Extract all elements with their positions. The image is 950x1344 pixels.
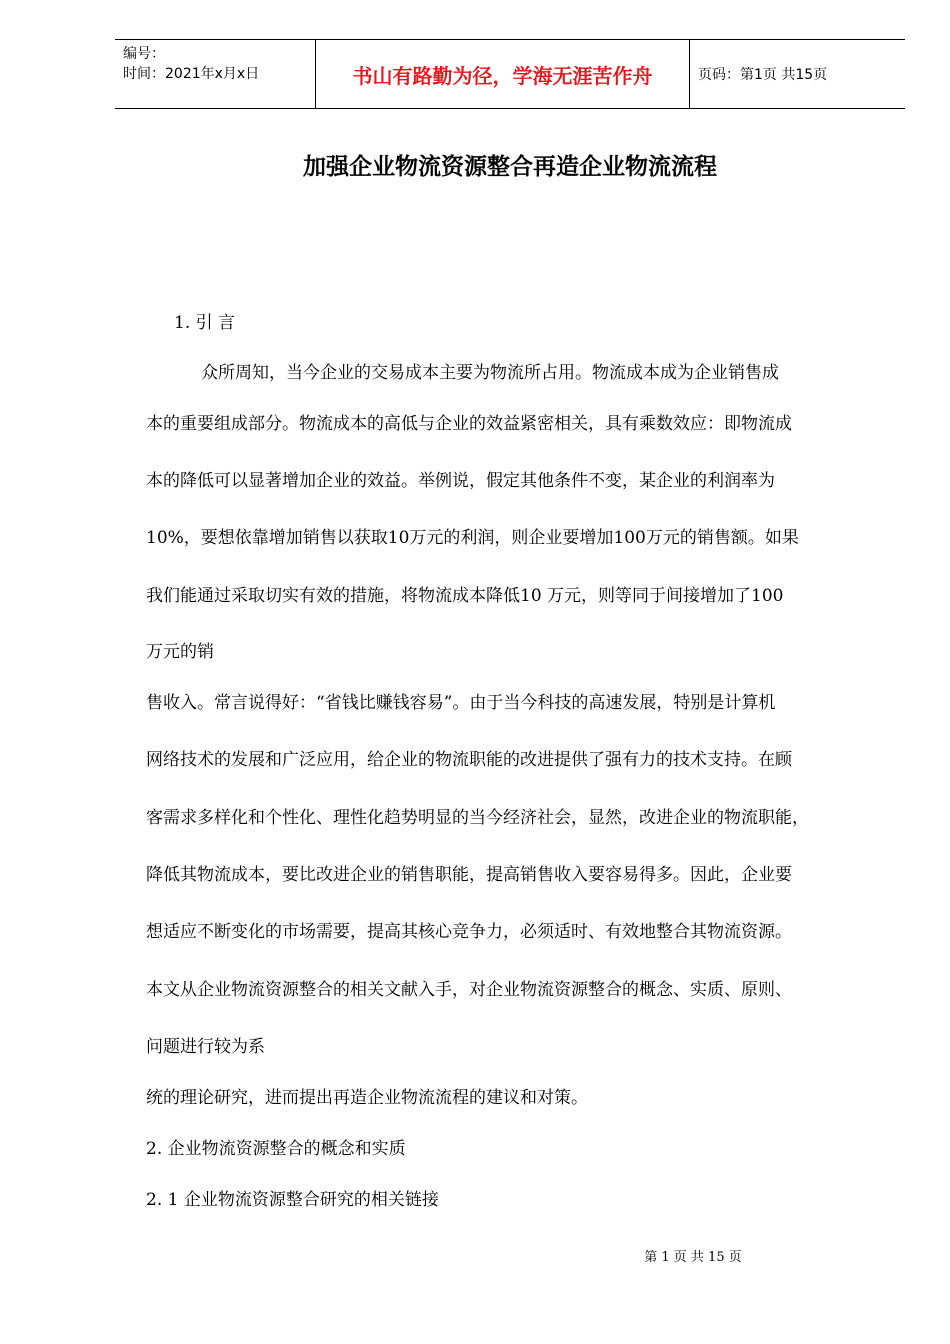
header-page-cell [690, 40, 905, 108]
header-motto-cell [316, 40, 690, 108]
body-line: 网络技术的发展和广泛应用，给企业的物流职能的改进提供了强有力的技术支持。在顾 [146, 750, 792, 770]
body-line: 10%，要想依靠增加销售以获取10万元的利润，则企业要增加100万元的销售额。如果 [146, 528, 799, 548]
page-footer: 第 1 页 共 15 页 [644, 1250, 742, 1265]
body-line: 客需求多样化和个性化、理性化趋势明显的当今经济社会，显然，改进企业的物流职能， [146, 808, 809, 828]
motto-text: 书山有路勤为径，学海无涯苦作舟 [352, 63, 653, 88]
number-label: 编号： [123, 46, 165, 62]
section-heading-1: 1. 引 言 [174, 313, 236, 333]
header-meta-cell [115, 40, 316, 108]
section-heading-2: 2. 企业物流资源整合的概念和实质 [146, 1139, 406, 1159]
body-line: 本的重要组成部分。物流成本的高低与企业的效益紧密相关，具有乘数效应：即物流成 [146, 414, 792, 434]
body-line: 售收入。常言说得好：“省钱比赚钱容易”。由于当今科技的高速发展，特别是计算机 [146, 693, 776, 713]
body-line: 想适应不断变化的市场需要，提高其核心竞争力，必须适时、有效地整合其物流资源。 [146, 922, 792, 942]
body-line: 问题进行较为系 [146, 1037, 265, 1057]
body-line: 本的降低可以显著增加企业的效益。举例说，假定其他条件不变，某企业的利润率为 [146, 471, 775, 491]
body-line: 本文从企业物流资源整合的相关文献入手，对企业物流资源整合的概念、实质、原则、 [146, 980, 792, 1000]
subsection-heading-2-1: 2. 1 企业物流资源整合研究的相关链接 [146, 1190, 439, 1210]
body-line: 我们能通过采取切实有效的措施，将物流成本降低10 万元，则等同于间接增加了100 [146, 586, 784, 606]
header-page-label: 页码：第1页 共15页 [698, 67, 828, 83]
body-line: 降低其物流成本，要比改进企业的销售职能，提高销售收入要容易得多。因此，企业要 [146, 865, 792, 885]
page-header [115, 39, 905, 109]
body-line: 万元的销 [146, 642, 214, 662]
body-line: 众所周知，当今企业的交易成本主要为物流所占用。物流成本成为企业销售成 [201, 363, 779, 383]
time-label: 时间：2021年x月x日 [123, 66, 260, 82]
document-title: 加强企业物流资源整合再造企业物流流程 [303, 154, 717, 180]
body-line: 统的理论研究，进而提出再造企业物流流程的建议和对策。 [146, 1088, 588, 1108]
